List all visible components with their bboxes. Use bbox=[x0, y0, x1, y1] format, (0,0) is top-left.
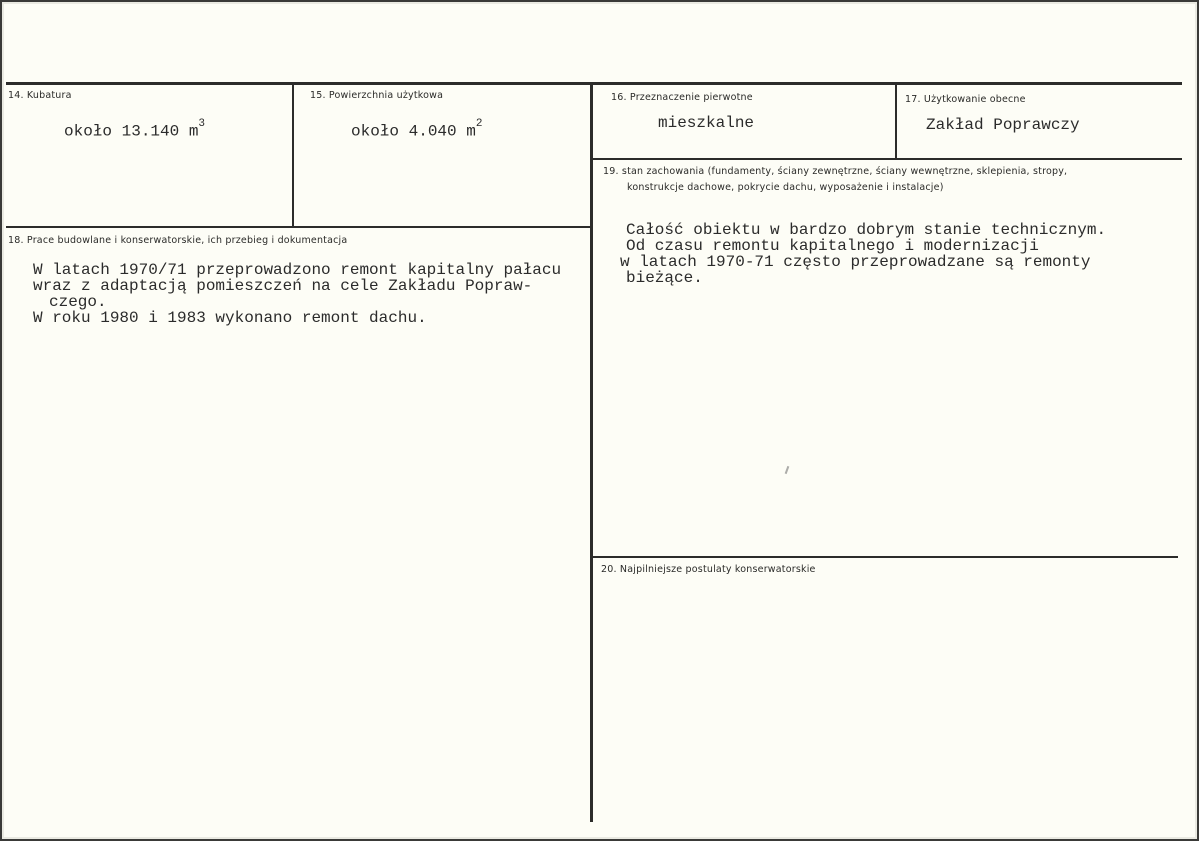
field-18-line: czego. bbox=[49, 293, 107, 311]
field-15-value: około 4.040 $m^2$ bbox=[351, 118, 483, 141]
field-16-value: mieszkalne bbox=[658, 114, 755, 132]
field-20-label: 20. Najpilniejsze postulaty konserwatorskie bbox=[601, 564, 816, 575]
field-19-line: Od czasu remontu kapitalnego i modernizacji bbox=[626, 237, 1039, 255]
rule-19-20 bbox=[593, 556, 1178, 558]
field-17-value: Zakład Poprawczy bbox=[926, 116, 1080, 134]
field-18-line: wraz z adaptacją pomieszczeń na cele Zakładu Popraw- bbox=[33, 277, 533, 295]
field-18-line: W roku 1980 i 1983 wykonano remont dachu. bbox=[33, 309, 427, 327]
top-rule bbox=[6, 82, 1182, 85]
field-14-label: 14. Kubatura bbox=[8, 90, 72, 101]
field-15-label: 15. Powierzchnia użytkowa bbox=[310, 90, 444, 101]
field-18-label: 18. Prace budowlane i konserwatorskie, ich przebieg i dokumentacja bbox=[8, 235, 348, 246]
field-18-line: W latach 1970/71 przeprowadzono remont kapitalny pałacu bbox=[33, 261, 562, 279]
field-19-label-line2: konstrukcje dachowe, pokrycie dachu, wyposażenie i instalacje) bbox=[627, 182, 944, 193]
rule-16-19 bbox=[593, 158, 1182, 160]
field-19-line: bieżące. bbox=[626, 269, 703, 287]
divider-15-16 bbox=[590, 85, 593, 822]
field-18-text bbox=[33, 262, 561, 326]
field-19-line: w latach 1970-71 często przeprowadzane są remonty bbox=[620, 253, 1091, 271]
field-14-value: około 13.140 $m^3$ bbox=[64, 118, 206, 141]
field-19-text bbox=[620, 222, 1106, 286]
field-19-line: Całość obiektu w bardzo dobrym stanie technicznym. bbox=[626, 221, 1107, 239]
rule-15-18 bbox=[6, 226, 592, 228]
ink-mark bbox=[785, 466, 790, 474]
field-19-label-line1: 19. stan zachowania (fundamenty, ściany zewnętrzne, ściany wewnętrzne, sklepienia, stropy, bbox=[603, 166, 1068, 177]
divider-16-17 bbox=[895, 85, 897, 159]
field-17-label: 17. Użytkowanie obecne bbox=[905, 94, 1026, 105]
divider-14-15 bbox=[292, 85, 294, 226]
field-16-label: 16. Przeznaczenie pierwotne bbox=[611, 92, 753, 103]
